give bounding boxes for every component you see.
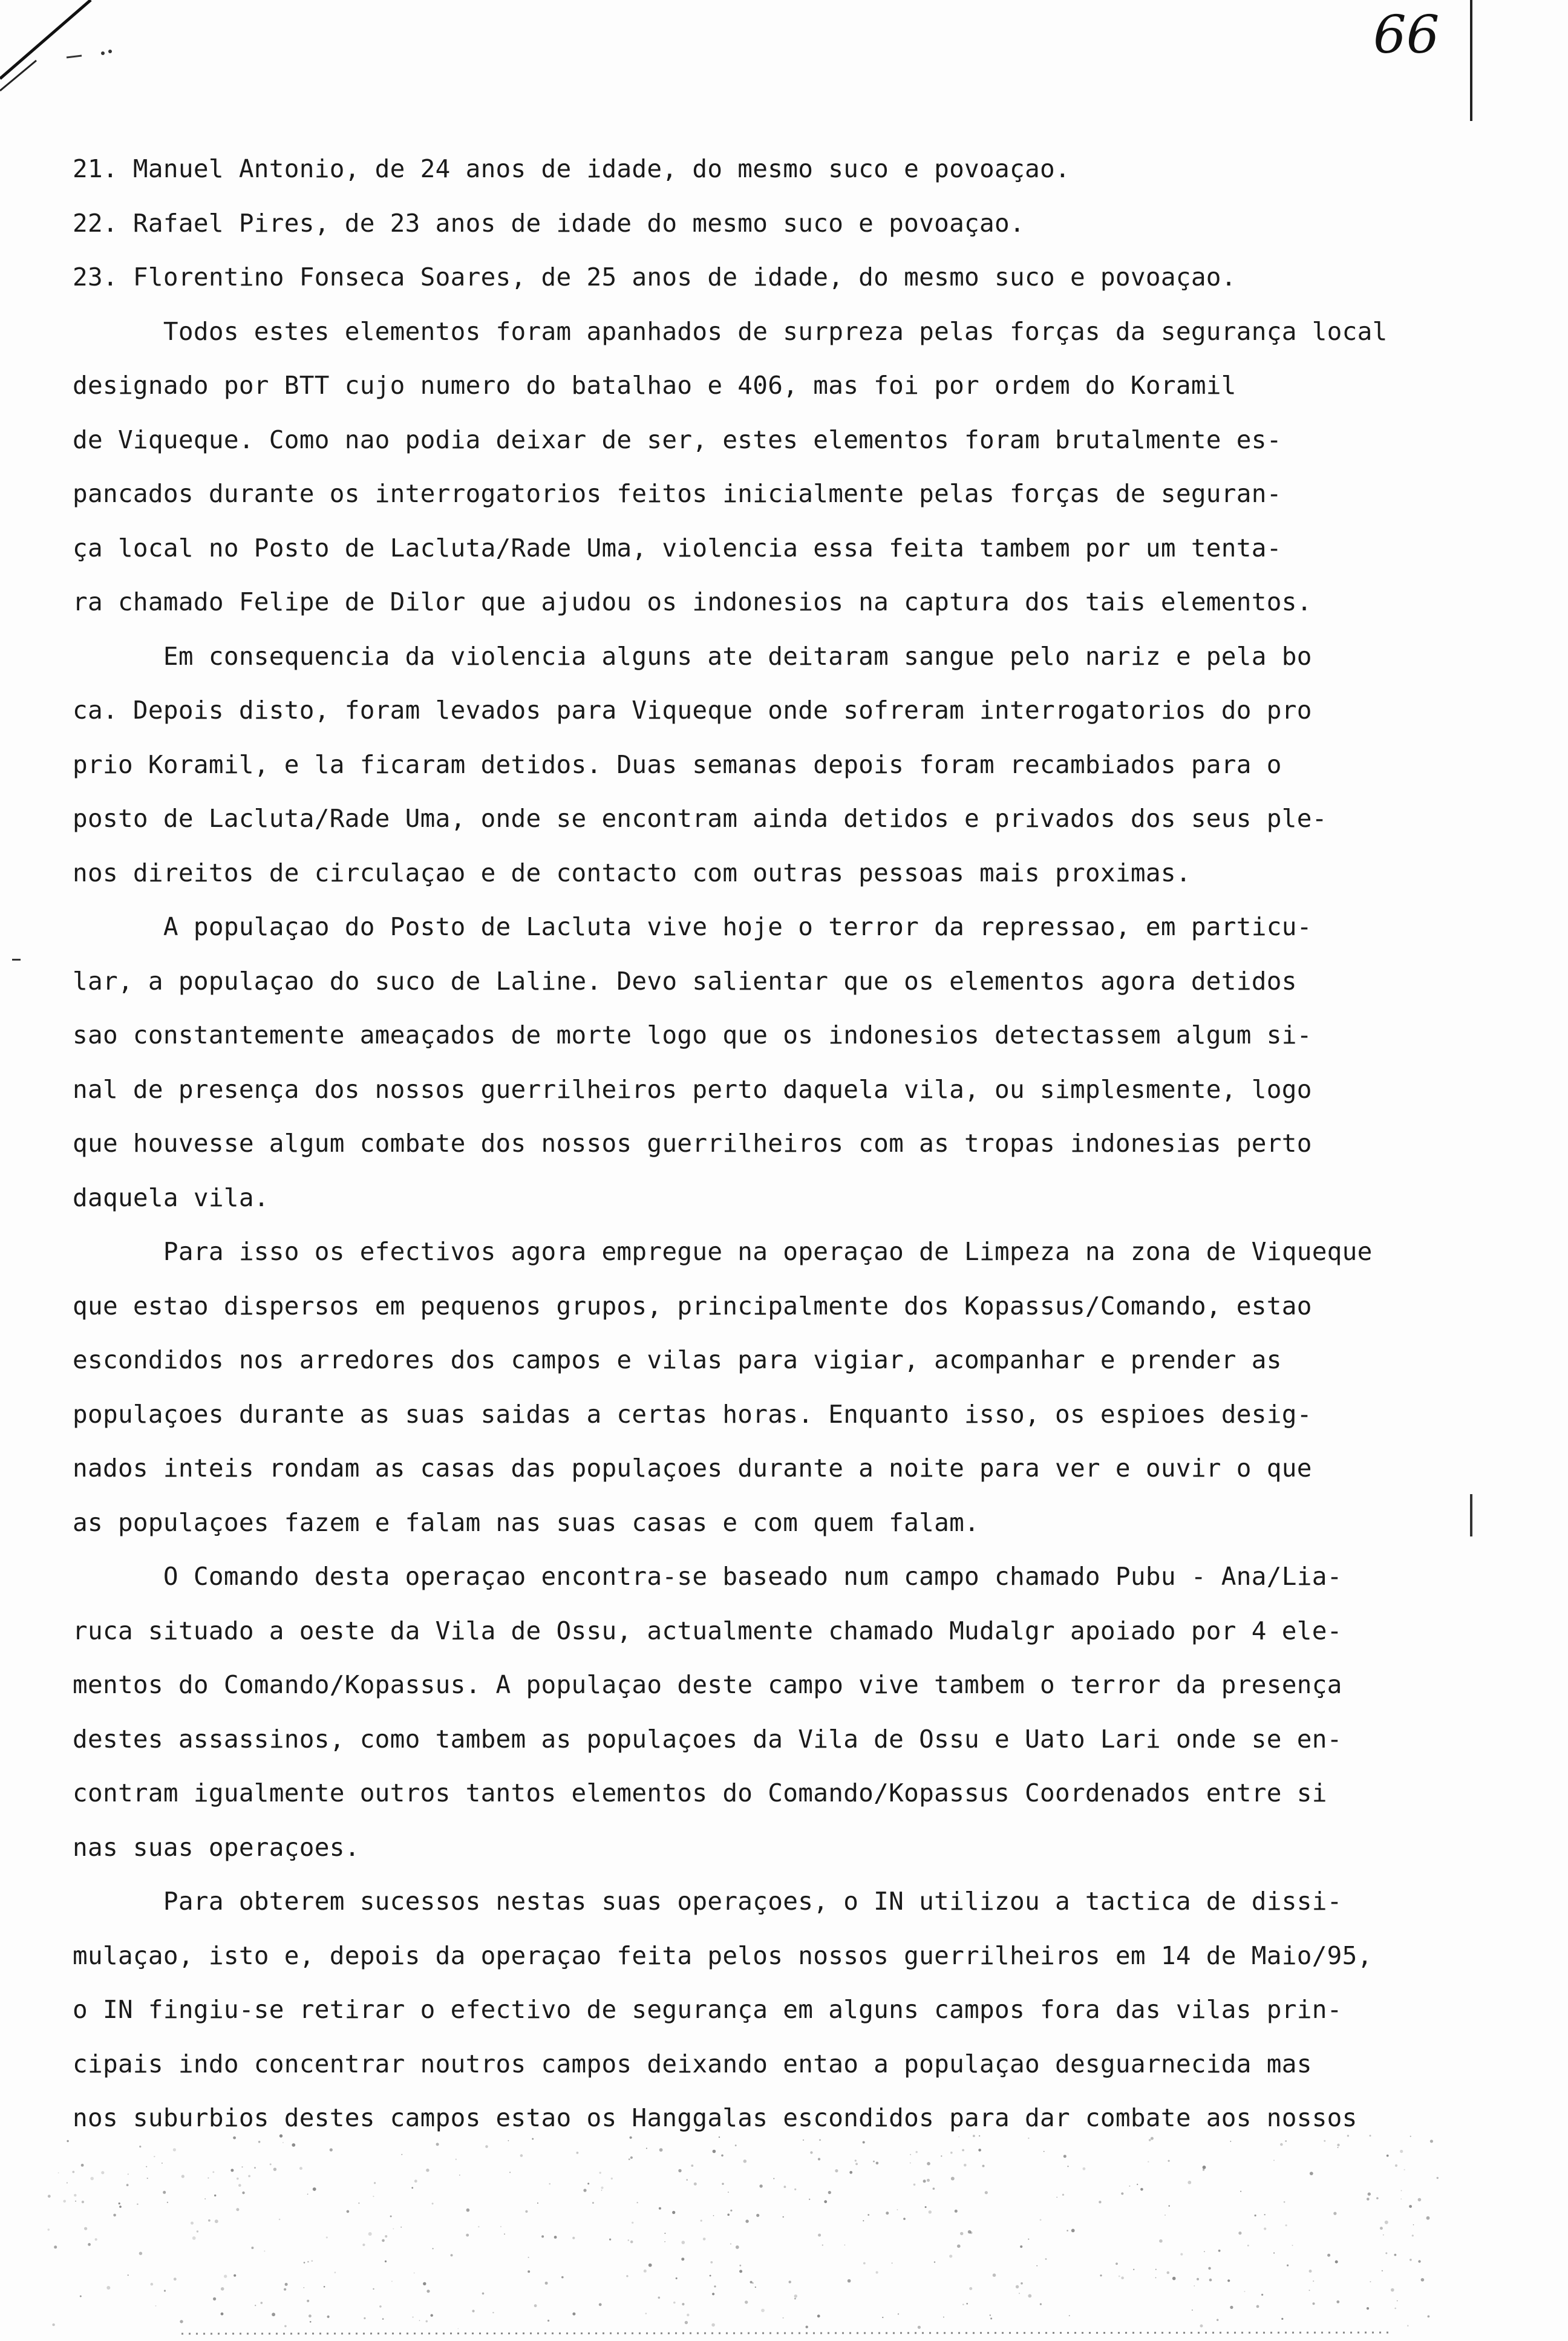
text-line: 23. Florentino Fonseca Soares, de 25 anos de idade, do mesmo suco e povoaçao. (73, 263, 1236, 292)
text-line: pancados durante os interrogatorios feitos inicialmente pelas forças de seguran- (73, 479, 1282, 508)
corner-scan-mark (0, 0, 121, 103)
text-line: ruca situado a oeste da Vila de Ossu, actualmente chamado Mudalgr apoiado por 4 ele- (73, 1616, 1342, 1645)
text-line: contram igualmente outros tantos elementos do Comando/Kopassus Coordenados entre si (73, 1778, 1327, 1807)
margin-tick (1470, 1494, 1472, 1536)
text-line: destes assassinos, como tambem as populaçoes da Vila de Ossu e Uato Lari onde se en- (73, 1724, 1342, 1754)
text-line: ca. Depois disto, foram levados para Viqueque onde sofreram interrogatorios do pro (73, 696, 1312, 725)
text-line: as populaçoes fazem e falam nas suas casas e com quem falam. (73, 1507, 980, 1537)
text-line: de Viqueque. Como nao podia deixar de ser, estes elementos foram brutalmente es- (73, 425, 1282, 454)
text-line: nas suas operaçoes. (73, 1832, 360, 1862)
text-line: designado por BTT cujo numero do batalhao e 406, mas foi por ordem do Koramil (73, 371, 1236, 400)
text-line: escondidos nos arredores dos campos e vilas para vigiar, acompanhar e prender as (73, 1345, 1282, 1374)
text-line: cipais indo concentrar noutros campos deixando entao a populaçao desguarnecida mas (73, 2049, 1312, 2078)
text-line: que estao dispersos em pequenos grupos, principalmente dos Kopassus/Comando, estao (73, 1291, 1312, 1321)
text-line: mentos do Comando/Kopassus. A populaçao deste campo vive tambem o terror da presença (73, 1670, 1342, 1699)
text-line: O Comando desta operaçao encontra-se baseado num campo chamado Pubu - Ana/Lia- (73, 1562, 1342, 1591)
text-line: que houvesse algum combate dos nossos guerrilheiros com as tropas indonesias perto (73, 1129, 1312, 1158)
text-line: 22. Rafael Pires, de 23 anos de idade do mesmo suco e povoaçao. (73, 208, 1025, 238)
text-line: mulaçao, isto e, depois da operaçao feita pelos nossos guerrilheiros em 14 de Maio/95, (73, 1941, 1373, 1970)
text-line: nos direitos de circulaçao e de contacto com outras pessoas mais proximas. (73, 858, 1191, 887)
text-line: posto de Lacluta/Rade Uma, onde se encontram ainda detidos e privados dos seus ple- (73, 804, 1327, 833)
page-number: 66 (1373, 5, 1440, 65)
text-line: A populaçao do Posto de Lacluta vive hoje o terror da repressao, em particu- (73, 912, 1312, 941)
text-line: o IN fingiu-se retirar o efectivo de segurança em alguns campos fora das vilas prin- (73, 1995, 1342, 2024)
text-line: ra chamado Felipe de Dilor que ajudou os indonesios na captura dos tais elementos. (73, 587, 1312, 616)
text-line: Para obterem sucessos nestas suas operaçoes, o IN utilizou a tactica de dissi- (73, 1887, 1342, 1916)
text-line: prio Koramil, e la ficaram detidos. Duas semanas depois foram recambiados para o (73, 749, 1282, 779)
text-line: daquela vila. (73, 1183, 269, 1212)
text-line: Para isso os efectivos agora empregue na operaçao de Limpeza na zona de Viqueque (73, 1237, 1373, 1266)
text-line: Todos estes elementos foram apanhados de surpreza pelas forças da segurança local (73, 316, 1388, 346)
text-line: nal de presença dos nossos guerrilheiros perto daquela vila, ou simplesmente, logo (73, 1074, 1312, 1104)
text-line: sao constantemente ameaçados de morte logo que os indonesios detectassem algum si- (73, 1020, 1312, 1050)
text-line: lar, a populaçao do suco de Laline. Devo salientar que os elementos agora detidos (73, 966, 1297, 996)
text-line: 21. Manuel Antonio, de 24 anos de idade, do mesmo suco e povoaçao. (73, 154, 1070, 183)
text-line: populaçoes durante as suas saidas a certas horas. Enquanto isso, os espioes desig- (73, 1399, 1312, 1429)
margin-rule (1470, 0, 1472, 121)
text-line: Em consequencia da violencia alguns ate deitaram sangue pelo nariz e pela bo (73, 641, 1312, 671)
margin-tick (12, 959, 21, 961)
text-line: nos suburbios destes campos estao os Hanggalas escondidos para dar combate aos nossos (73, 2103, 1357, 2132)
document-body (73, 142, 1403, 2146)
text-line: nados inteis rondam as casas das populaçoes durante a noite para ver e ouvir o que (73, 1454, 1312, 1483)
text-line: ça local no Posto de Lacluta/Rade Uma, violencia essa feita tambem por um tenta- (73, 533, 1282, 563)
scan-noise (0, 2129, 1568, 2341)
